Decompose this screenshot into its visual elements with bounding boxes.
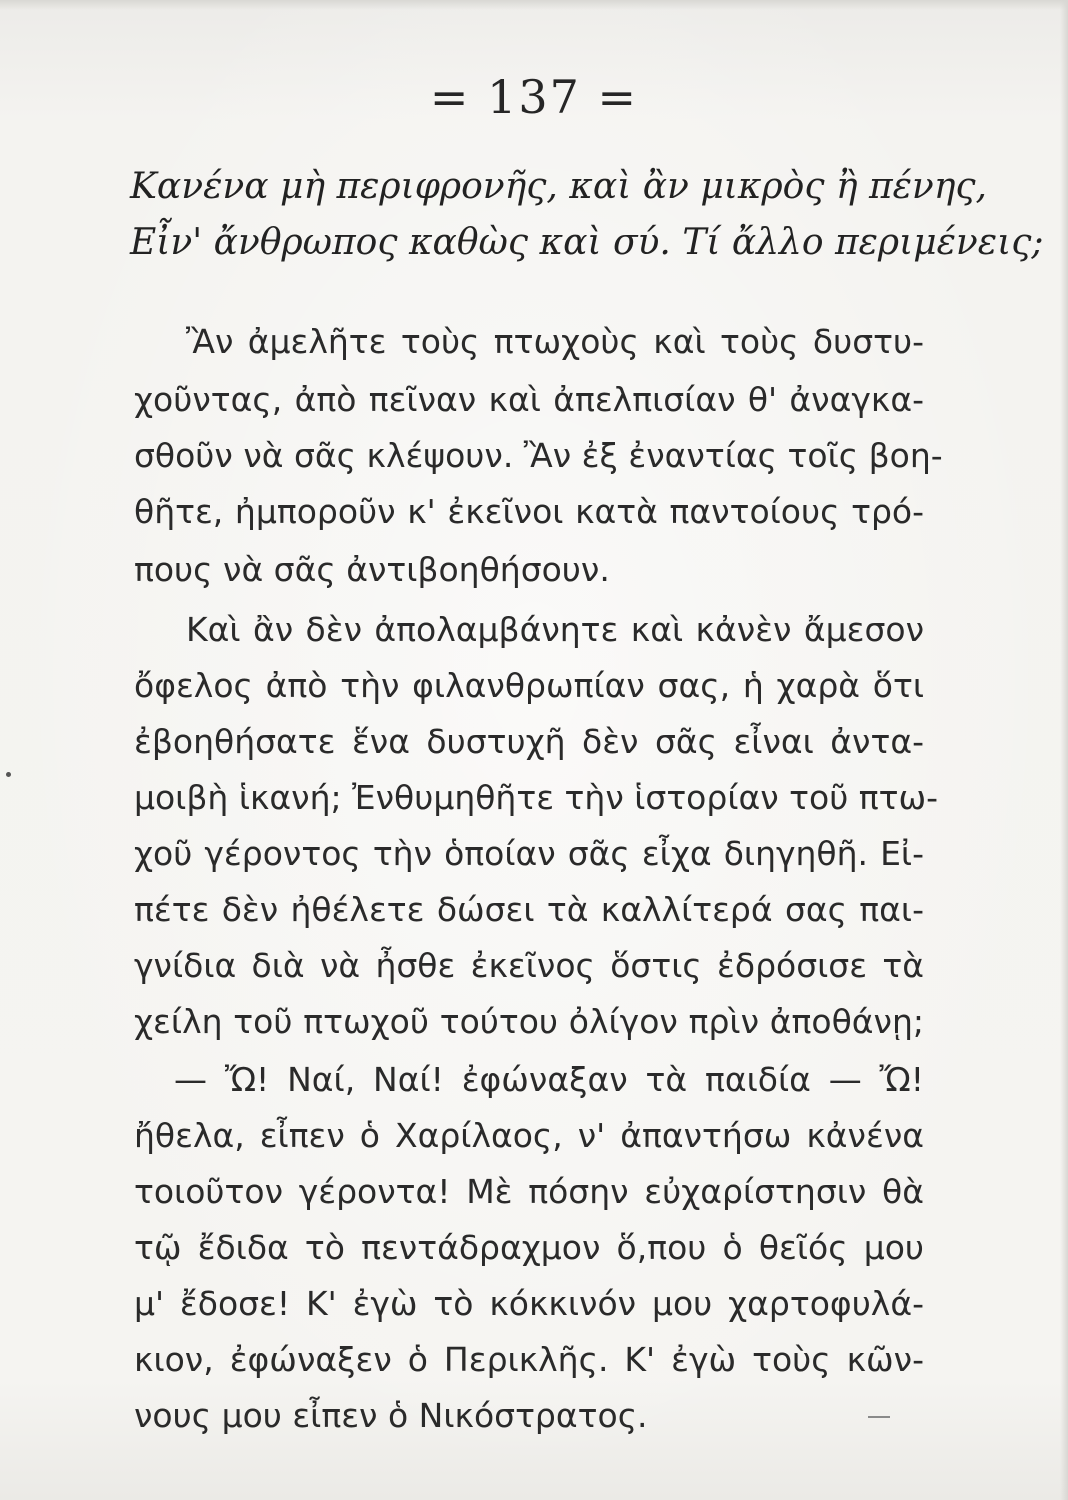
text-line: τῷ ἔδιδα τὸ πεντάδραχμον ὅ,που ὁ θεῖός μου — [134, 1228, 924, 1267]
page-right-edge — [1060, 0, 1068, 1500]
text-line: ἤθελα, εἶπεν ὁ Χαρίλαος, ν' ἀπαντήσω κἀνένα — [134, 1116, 924, 1155]
text-line: κιον, ἐφώναξεν ὁ Περικλῆς. Κ' ἐγὼ τοὺς κῶν- — [134, 1340, 924, 1379]
page-number-header: = 137 = — [429, 70, 639, 124]
text-line: Ἂν ἀμελῆτε τοὺς πτωχοὺς καὶ τοὺς δυστυ- — [186, 322, 924, 361]
text-line: τοιοῦτον γέροντα! Μὲ πόσην εὐχαρίστησιν θὰ — [134, 1172, 924, 1211]
text-line: θῆτε, ἠμποροῦν κ' ἐκεῖνοι κατὰ παντοίους τρό- — [134, 492, 924, 531]
print-mark — [868, 1416, 890, 1418]
text-line: Καὶ ἂν δὲν ἀπολαμβάνητε καὶ κἀνὲν ἄμεσον — [186, 610, 924, 649]
text-line: — Ὤ! Ναί, Ναί! ἐφώναξαν τὰ παιδία — Ὤ! — [174, 1060, 924, 1099]
text-line: νους μου εἶπεν ὁ Νικόστρατος. — [134, 1396, 648, 1435]
text-line: πους νὰ σᾶς ἀντιβοηθήσουν. — [134, 550, 610, 589]
text-line: μ' ἔδοσε! Κ' ἐγὼ τὸ κόκκινόν μου χαρτοφυλά- — [134, 1284, 924, 1323]
text-line: ἐβοηθήσατε ἕνα δυστυχῆ δὲν σᾶς εἶναι ἀντα- — [134, 722, 924, 761]
text-line: ὄφελος ἀπὸ τὴν φιλανθρωπίαν σας, ἡ χαρὰ ὅτι — [134, 666, 924, 705]
verse-line: Εἶν' ἄνθρωπος καθὼς καὶ σύ. Τί ἄλλο περιμένεις; — [130, 222, 1044, 263]
page-top-edge — [0, 0, 1068, 10]
text-line: σθοῦν νὰ σᾶς κλέψουν. Ἂν ἐξ ἐναντίας τοῖς βοη- — [134, 436, 943, 475]
text-line: χείλη τοῦ πτωχοῦ τούτου ὀλίγον πρὶν ἀποθάνῃ; — [134, 1002, 924, 1041]
text-line: χοῦντας, ἀπὸ πεῖναν καὶ ἀπελπισίαν θ' ἀναγκα- — [134, 380, 924, 419]
ink-speck — [6, 772, 11, 777]
text-line: μοιβὴ ἱκανή; Ἐνθυμηθῆτε τὴν ἱστορίαν τοῦ πτω- — [134, 778, 939, 817]
verse-line: Κανένα μὴ περιφρονῆς, καὶ ἂν μικρὸς ἢ πένης, — [130, 166, 987, 207]
text-line: πέτε δὲν ἠθέλετε δώσει τὰ καλλίτερά σας παι- — [134, 890, 924, 929]
text-line: γνίδια διὰ νὰ ἦσθε ἐκεῖνος ὅστις ἐδρόσισε τὰ — [134, 946, 924, 985]
text-line: χοῦ γέροντος τὴν ὁποίαν σᾶς εἶχα διηγηθῆ. Εἰ- — [134, 834, 924, 873]
